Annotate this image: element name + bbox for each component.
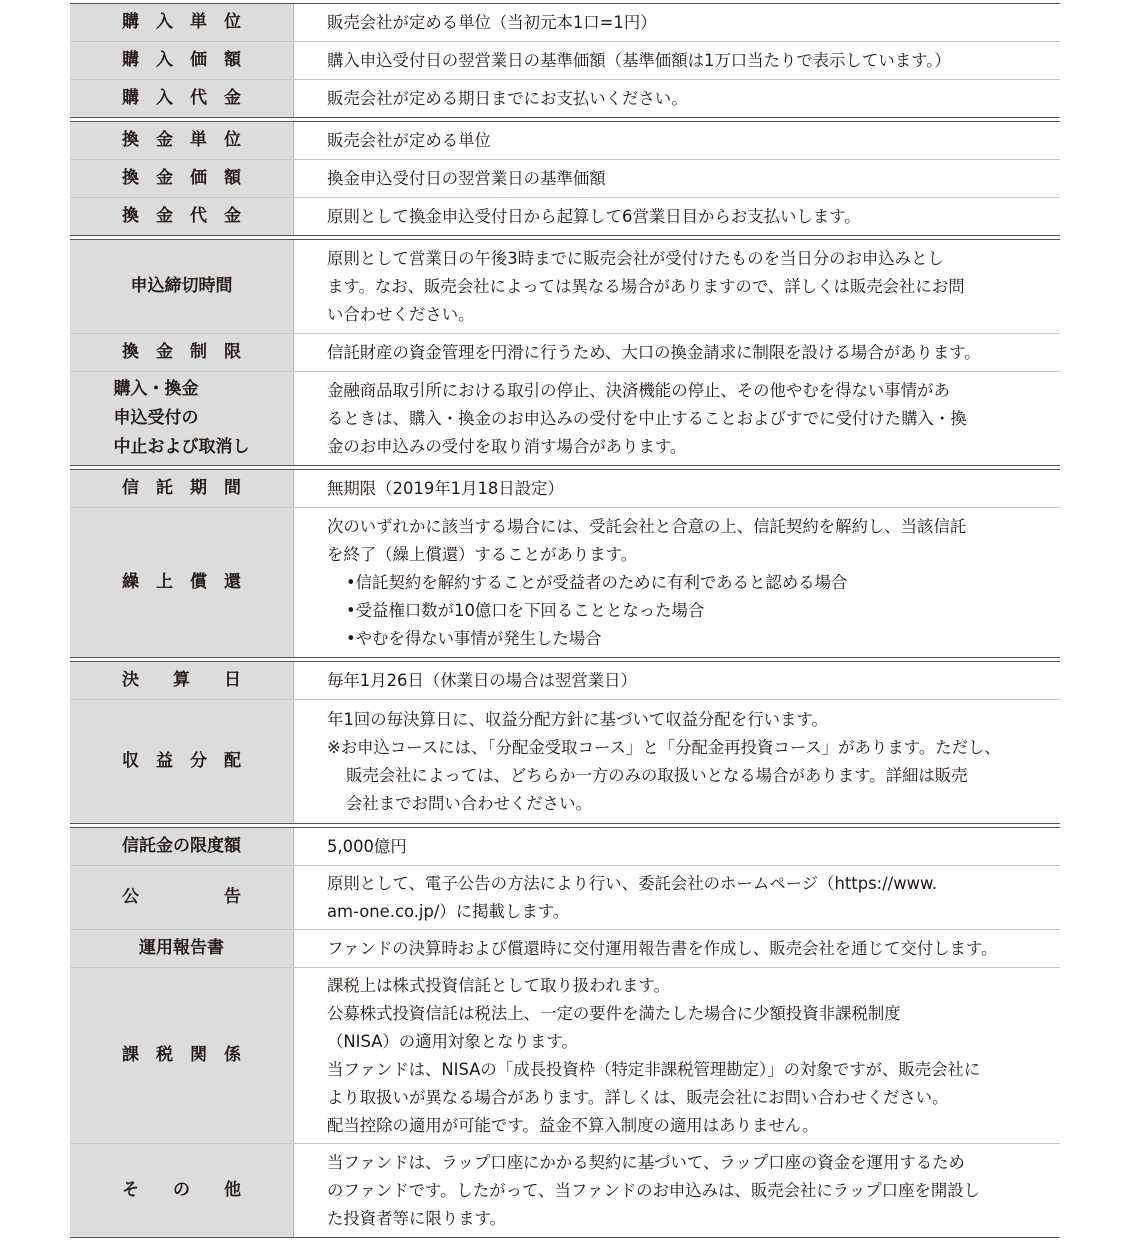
row-value-line: 公募株式投資信託は税法上、一定の要件を満たした場合に少額投資非課税制度 xyxy=(327,1003,901,1023)
row-label-cell xyxy=(70,662,294,699)
row-value-cell xyxy=(294,80,1060,117)
row-value-cell xyxy=(294,198,1060,235)
row-value-cell xyxy=(294,930,1060,967)
row-value-line: 信託財産の資金管理を円滑に行うため、大口の換金請求に制限を設ける場合があります。 xyxy=(327,342,981,362)
terms-row xyxy=(70,508,1060,657)
terms-group xyxy=(70,121,1060,236)
row-label: 課 税 関 係 xyxy=(122,1045,241,1065)
terms-row xyxy=(70,160,1060,198)
row-value-line: 課税上は株式投資信託として取り扱われます。 xyxy=(327,975,670,995)
row-value-line: 無期限（2019年1月18日設定） xyxy=(327,478,564,498)
row-value-line: ※お申込コースには、「分配金受取コース」と「分配金再投資コース」があります。ただし、 xyxy=(327,737,1001,757)
row-value-line: 原則として営業日の午後3時までに販売会社が受付けたものを当日分のお申込みとし xyxy=(327,248,944,268)
row-value-line: のファンドです。したがって、当ファンドのお申込みは、販売会社にラップ口座を開設し xyxy=(327,1180,980,1200)
terms-row xyxy=(70,42,1060,80)
row-value-line: •信託契約を解約することが受益者のために有利であると認める場合 xyxy=(346,572,848,592)
row-value-line: 当ファンドは、NISAの「成長投資枠（特定非課税管理勘定）」の対象ですが、販売会社に xyxy=(327,1059,981,1079)
row-value-line: 会社までお問い合わせください。 xyxy=(346,793,592,813)
row-value-cell xyxy=(294,866,1060,929)
row-label-cell xyxy=(70,122,294,159)
row-label-cell xyxy=(70,508,294,657)
row-label-cell xyxy=(70,160,294,197)
row-label: 収 益 分 配 xyxy=(122,751,241,771)
terms-group xyxy=(70,3,1060,118)
row-value-cell xyxy=(294,334,1060,371)
row-label-cell xyxy=(70,198,294,235)
row-label-cell xyxy=(70,828,294,865)
row-value-line: 配当控除の適用が可能です。益金不算入制度の適用はありません。 xyxy=(327,1115,819,1135)
row-value-line: 次のいずれかに該当する場合には、受託会社と合意の上、信託契約を解約し、当該信託 xyxy=(327,516,967,536)
row-value-line: 購入申込受付日の翌営業日の基準価額（基準価額は1万口当たりで表示しています。） xyxy=(327,50,951,70)
row-value-line: るときは、購入・換金のお申込みの受付を中止することおよびすでに受付けた購入・換 xyxy=(327,408,967,428)
row-value-line: 毎年1月26日（休業日の場合は翌営業日） xyxy=(327,670,637,690)
row-value-cell xyxy=(294,160,1060,197)
terms-row xyxy=(70,1144,1060,1237)
row-value-line: •受益権口数が10億口を下回ることとなった場合 xyxy=(346,600,705,620)
row-label: そ の 他 xyxy=(122,1180,241,1200)
fund-terms-table xyxy=(70,3,1060,1241)
row-label: 購 入 価 額 xyxy=(122,50,241,70)
row-label: 換 金 代 金 xyxy=(122,206,241,226)
row-label: 繰 上 償 還 xyxy=(122,572,241,592)
terms-group xyxy=(70,239,1060,466)
row-value-cell xyxy=(294,700,1060,823)
row-value-line: 販売会社が定める単位（当初元本1口=1円） xyxy=(327,12,657,32)
row-value-line: 金融商品取引所における取引の停止、決済機能の停止、その他やむを得ない事情があ xyxy=(327,380,950,400)
row-value-line: 金のお申込みの受付を取り消す場合があります。 xyxy=(327,436,687,456)
row-label-cell xyxy=(70,4,294,41)
row-value-cell xyxy=(294,662,1060,699)
terms-group xyxy=(70,469,1060,658)
row-value-line: い合わせください。 xyxy=(327,304,475,324)
row-label: 購 入 代 金 xyxy=(122,88,241,108)
row-value-cell xyxy=(294,470,1060,507)
terms-row xyxy=(70,662,1060,700)
row-value-line: 販売会社が定める期日までにお支払いください。 xyxy=(327,88,688,108)
row-value-line: 換金申込受付日の翌営業日の基準価額 xyxy=(327,168,606,188)
terms-row xyxy=(70,968,1060,1144)
terms-row xyxy=(70,828,1060,866)
terms-row xyxy=(70,4,1060,42)
row-value-cell xyxy=(294,4,1060,41)
terms-row xyxy=(70,700,1060,823)
row-label: 運用報告書 xyxy=(139,938,224,958)
terms-group xyxy=(70,827,1060,1238)
row-label-cell xyxy=(70,80,294,117)
row-label: 信託金の限度額 xyxy=(122,836,241,856)
terms-row xyxy=(70,334,1060,372)
row-value-cell xyxy=(294,1144,1060,1237)
row-label: 決 算 日 xyxy=(122,670,241,690)
row-label-cell xyxy=(70,930,294,967)
row-value-cell xyxy=(294,508,1060,657)
row-label: 申込締切時間 xyxy=(130,276,233,296)
row-label-cell xyxy=(70,42,294,79)
row-label-cell xyxy=(70,334,294,371)
row-value-line: 原則として、電子公告の方法により行い、委託会社のホームページ（https://www. xyxy=(327,873,938,893)
terms-row xyxy=(70,930,1060,968)
row-label: 購入・換金 申込受付の 中止および取消し xyxy=(113,379,250,457)
row-value-cell xyxy=(294,372,1060,465)
row-value-line: 5,000億円 xyxy=(327,836,407,856)
row-label: 公 告 xyxy=(122,887,241,907)
row-value-cell xyxy=(294,828,1060,865)
terms-row xyxy=(70,470,1060,508)
row-label-cell xyxy=(70,700,294,823)
row-value-line: ファンドの決算時および償還時に交付運用報告書を作成し、販売会社を通じて交付します。 xyxy=(327,938,998,958)
row-value-line: •やむを得ない事情が発生した場合 xyxy=(346,628,602,648)
row-value-line: （NISA）の適用対象となります。 xyxy=(327,1031,578,1051)
row-value-cell xyxy=(294,42,1060,79)
row-label: 換 金 単 位 xyxy=(122,130,241,150)
row-label-cell xyxy=(70,470,294,507)
row-value-line: 原則として換金申込受付日から起算して6営業日目からお支払いします。 xyxy=(327,206,861,226)
row-value-cell xyxy=(294,240,1060,333)
row-value-cell xyxy=(294,122,1060,159)
terms-row xyxy=(70,122,1060,160)
row-label: 購 入 単 位 xyxy=(122,12,241,32)
terms-row xyxy=(70,866,1060,930)
row-label-cell xyxy=(70,866,294,929)
row-label-cell xyxy=(70,240,294,333)
row-label-cell xyxy=(70,372,294,465)
terms-row xyxy=(70,372,1060,465)
row-value-line: を終了（繰上償還）することがあります。 xyxy=(327,544,638,564)
row-label: 換 金 価 額 xyxy=(122,168,241,188)
row-label: 換 金 制 限 xyxy=(122,342,241,362)
row-value-line: ます。なお、販売会社によっては異なる場合がありますので、詳しくは販売会社にお問 xyxy=(327,276,965,296)
row-value-line: 販売会社によっては、どちらか一方のみの取扱いとなる場合があります。詳細は販売 xyxy=(346,765,968,785)
terms-row xyxy=(70,80,1060,117)
row-label: 信 託 期 間 xyxy=(122,478,241,498)
row-value-line: 販売会社が定める単位 xyxy=(327,130,491,150)
terms-row xyxy=(70,240,1060,334)
row-value-cell xyxy=(294,968,1060,1143)
row-value-line: た投資者等に限ります。 xyxy=(327,1208,506,1228)
row-value-line: 年1回の毎決算日に、収益分配方針に基づいて収益分配を行います。 xyxy=(327,709,828,729)
row-label-cell xyxy=(70,968,294,1143)
row-label-cell xyxy=(70,1144,294,1237)
row-value-line: より取扱いが異なる場合があります。詳しくは、販売会社にお問い合わせください。 xyxy=(327,1087,949,1107)
row-value-line: 当ファンドは、ラップ口座にかかる契約に基づいて、ラップ口座の資金を運用するため xyxy=(327,1152,965,1172)
terms-row xyxy=(70,198,1060,235)
row-value-line: am-one.co.jp/）に掲載します。 xyxy=(327,901,570,921)
terms-group xyxy=(70,661,1060,824)
